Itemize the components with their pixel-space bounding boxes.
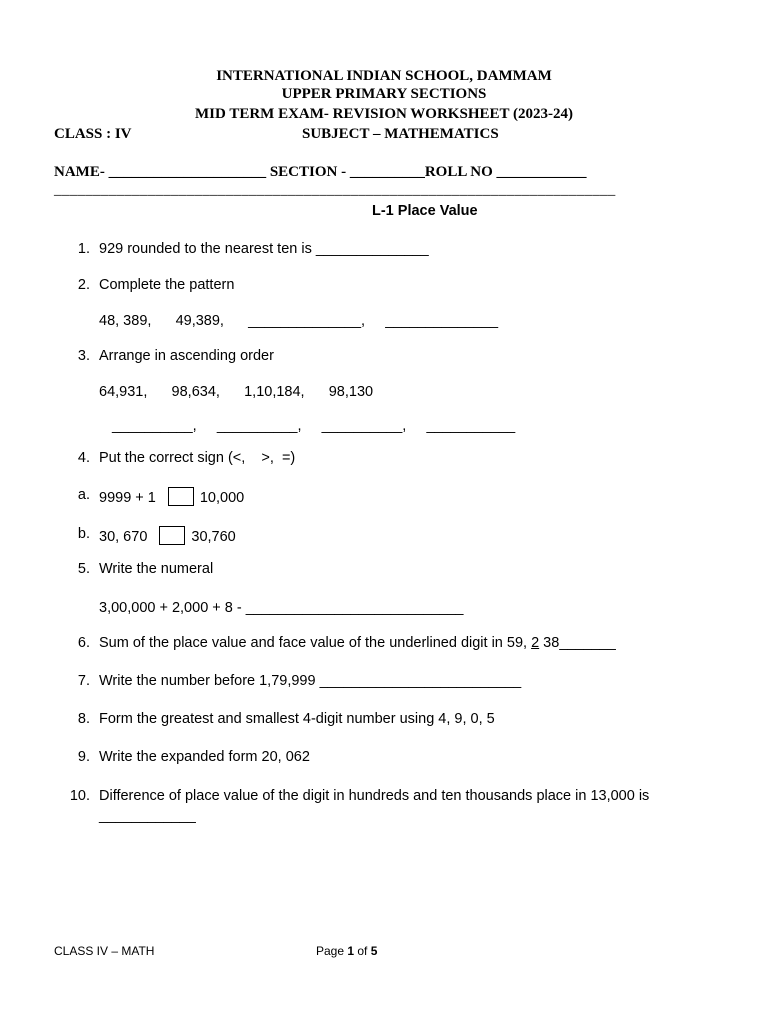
question-number: 4. xyxy=(77,450,90,466)
question-text: Form the greatest and smallest 4-digit number using 4, 9, 0, 5 xyxy=(99,711,495,727)
numeral-line: 3,00,000 + 2,000 + 8 - ___________________________ xyxy=(99,600,464,616)
question-number: 8. xyxy=(77,711,90,727)
question-text: Write the numeral xyxy=(99,561,214,577)
page-total: 5 xyxy=(370,944,378,958)
question-number: 2. xyxy=(77,277,90,293)
student-info-line: NAME- _____________________ SECTION - __________ROLL NO ____________ xyxy=(54,164,587,180)
question-text: Write the number before 1,79,999 _________________________ xyxy=(99,673,522,689)
section-name: UPPER PRIMARY SECTIONS xyxy=(281,86,487,102)
question-number: 3. xyxy=(77,348,90,364)
question-text: Arrange in ascending order xyxy=(99,348,274,364)
class-label: CLASS : IV xyxy=(54,126,132,142)
page-mid: of xyxy=(354,944,371,958)
page-prefix: Page xyxy=(316,944,348,958)
separator-rule: ________________________________________________________________________ xyxy=(54,182,616,198)
question-number: 10. xyxy=(69,788,90,804)
footer-page xyxy=(316,944,377,958)
question-text xyxy=(99,635,616,651)
question-number: 1. xyxy=(77,241,90,257)
question-number: 5. xyxy=(77,561,90,577)
comparison-right: 30,760 xyxy=(191,529,236,545)
question-text: Put the correct sign (<, >, =) xyxy=(99,450,296,466)
question-text-before: Sum of the place value and face value of the underlined digit in 59, xyxy=(99,635,532,651)
pattern-line: 48, 389, 49,389, ______________, ______________ xyxy=(99,313,499,329)
question-number: a. xyxy=(77,487,90,503)
exam-title: MID TERM EXAM- REVISION WORKSHEET (2023-24) xyxy=(195,106,573,122)
lesson-title: L-1 Place Value xyxy=(372,203,478,219)
subject-label: SUBJECT – MATHEMATICS xyxy=(302,126,499,142)
question-number: 6. xyxy=(77,635,90,651)
question-text: Write the expanded form 20, 062 xyxy=(99,749,310,765)
comparison-left: 9999 + 1 xyxy=(99,490,156,506)
question-text: Complete the pattern xyxy=(99,277,235,293)
page-number: 1 xyxy=(347,944,355,958)
question-text-after: 38_______ xyxy=(539,635,616,651)
comparison-right: 10,000 xyxy=(199,490,245,506)
question-text: 929 rounded to the nearest ten is ______________ xyxy=(99,241,429,257)
answer-blank: ____________ xyxy=(99,808,196,824)
numbers-line: 64,931, 98,634, 1,10,184, 98,130 xyxy=(99,384,374,400)
question-number: 9. xyxy=(77,749,90,765)
question-number: 7. xyxy=(77,673,90,689)
question-number: b. xyxy=(77,526,90,542)
answer-box[interactable] xyxy=(159,526,185,545)
comparison-row xyxy=(99,526,236,545)
comparison-row xyxy=(99,487,244,506)
underlined-digit: 2 xyxy=(531,635,540,651)
answer-box[interactable] xyxy=(168,487,194,506)
school-name: INTERNATIONAL INDIAN SCHOOL, DAMMAM xyxy=(216,68,552,84)
comparison-left: 30, 670 xyxy=(99,529,148,545)
ascending-blanks: __________, __________, __________, ___________ xyxy=(112,418,516,434)
question-text: Difference of place value of the digit in hundreds and ten thousands place in 13,000 is xyxy=(99,788,650,804)
footer-class: CLASS IV – MATH xyxy=(54,944,155,958)
